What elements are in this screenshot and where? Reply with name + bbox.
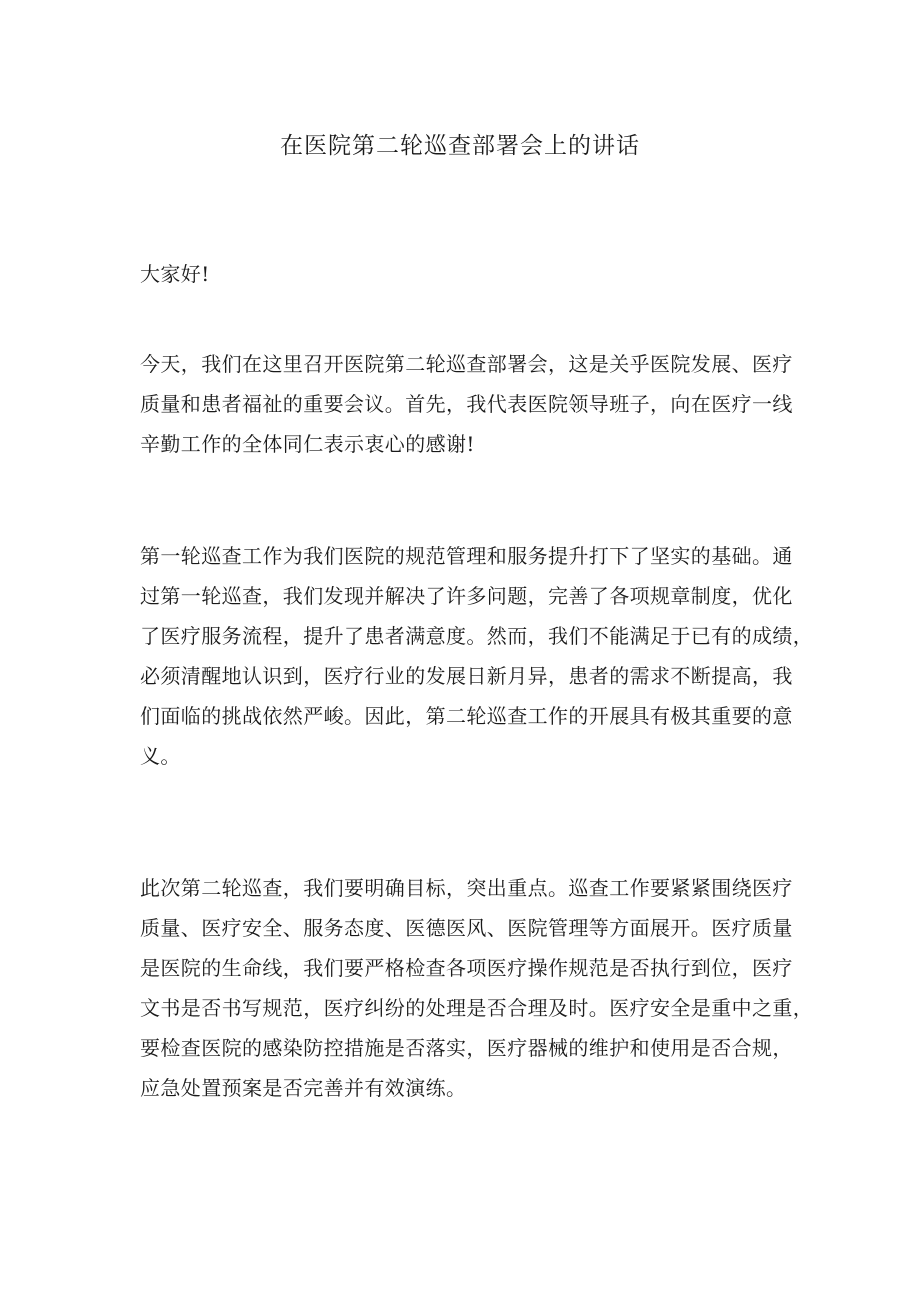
paragraph-line: 文书是否书写规范，医疗纠纷的处理是否合理及时。医疗安全是重中之重， <box>140 996 814 1020</box>
paragraph-line: 是医院的生命线，我们要严格检查各项医疗操作规范是否执行到位，医疗 <box>140 956 793 980</box>
paragraph-line: 必须清醒地认识到，医疗行业的发展日新月异，患者的需求不断提高，我 <box>140 664 793 688</box>
paragraph-2 <box>140 536 814 776</box>
greeting <box>140 254 784 294</box>
paragraph-line: 们面临的挑战依然严峻。因此，第二轮巡查工作的开展具有极其重要的意 <box>140 704 793 728</box>
paragraph-line: 质量、医疗安全、服务态度、医德医风、医院管理等方面展开。医疗质量 <box>140 916 793 940</box>
document-title: 在医院第二轮巡查部署会上的讲话 <box>280 133 640 159</box>
greeting-line: 大家好! <box>140 262 210 286</box>
paragraph-line: 第一轮巡查工作为我们医院的规范管理和服务提升打下了坚实的基础。通 <box>140 544 793 568</box>
paragraph-line: 辛勤工作的全体同仁表示衷心的感谢! <box>140 432 475 456</box>
paragraph-line: 了医疗服务流程，提升了患者满意度。然而，我们不能满足于已有的成绩， <box>140 624 814 648</box>
paragraph-1 <box>140 344 793 464</box>
paragraph-line: 今天，我们在这里召开医院第二轮巡查部署会，这是关乎医院发展、医疗 <box>140 352 793 376</box>
paragraph-line: 过第一轮巡查，我们发现并解决了许多问题，完善了各项规章制度，优化 <box>140 584 793 608</box>
paragraph-line: 要检查医院的感染防控措施是否落实，医疗器械的维护和使用是否合规， <box>140 1036 793 1060</box>
paragraph-3 <box>140 868 814 1108</box>
paragraph-line: 应急处置预案是否完善并有效演练。 <box>140 1076 467 1100</box>
paragraph-line: 义。 <box>140 744 181 768</box>
paragraph-line: 此次第二轮巡查，我们要明确目标，突出重点。巡查工作要紧紧围绕医疗 <box>140 876 793 900</box>
paragraph-line: 质量和患者福祉的重要会议。首先，我代表医院领导班子，向在医疗一线 <box>140 392 793 416</box>
